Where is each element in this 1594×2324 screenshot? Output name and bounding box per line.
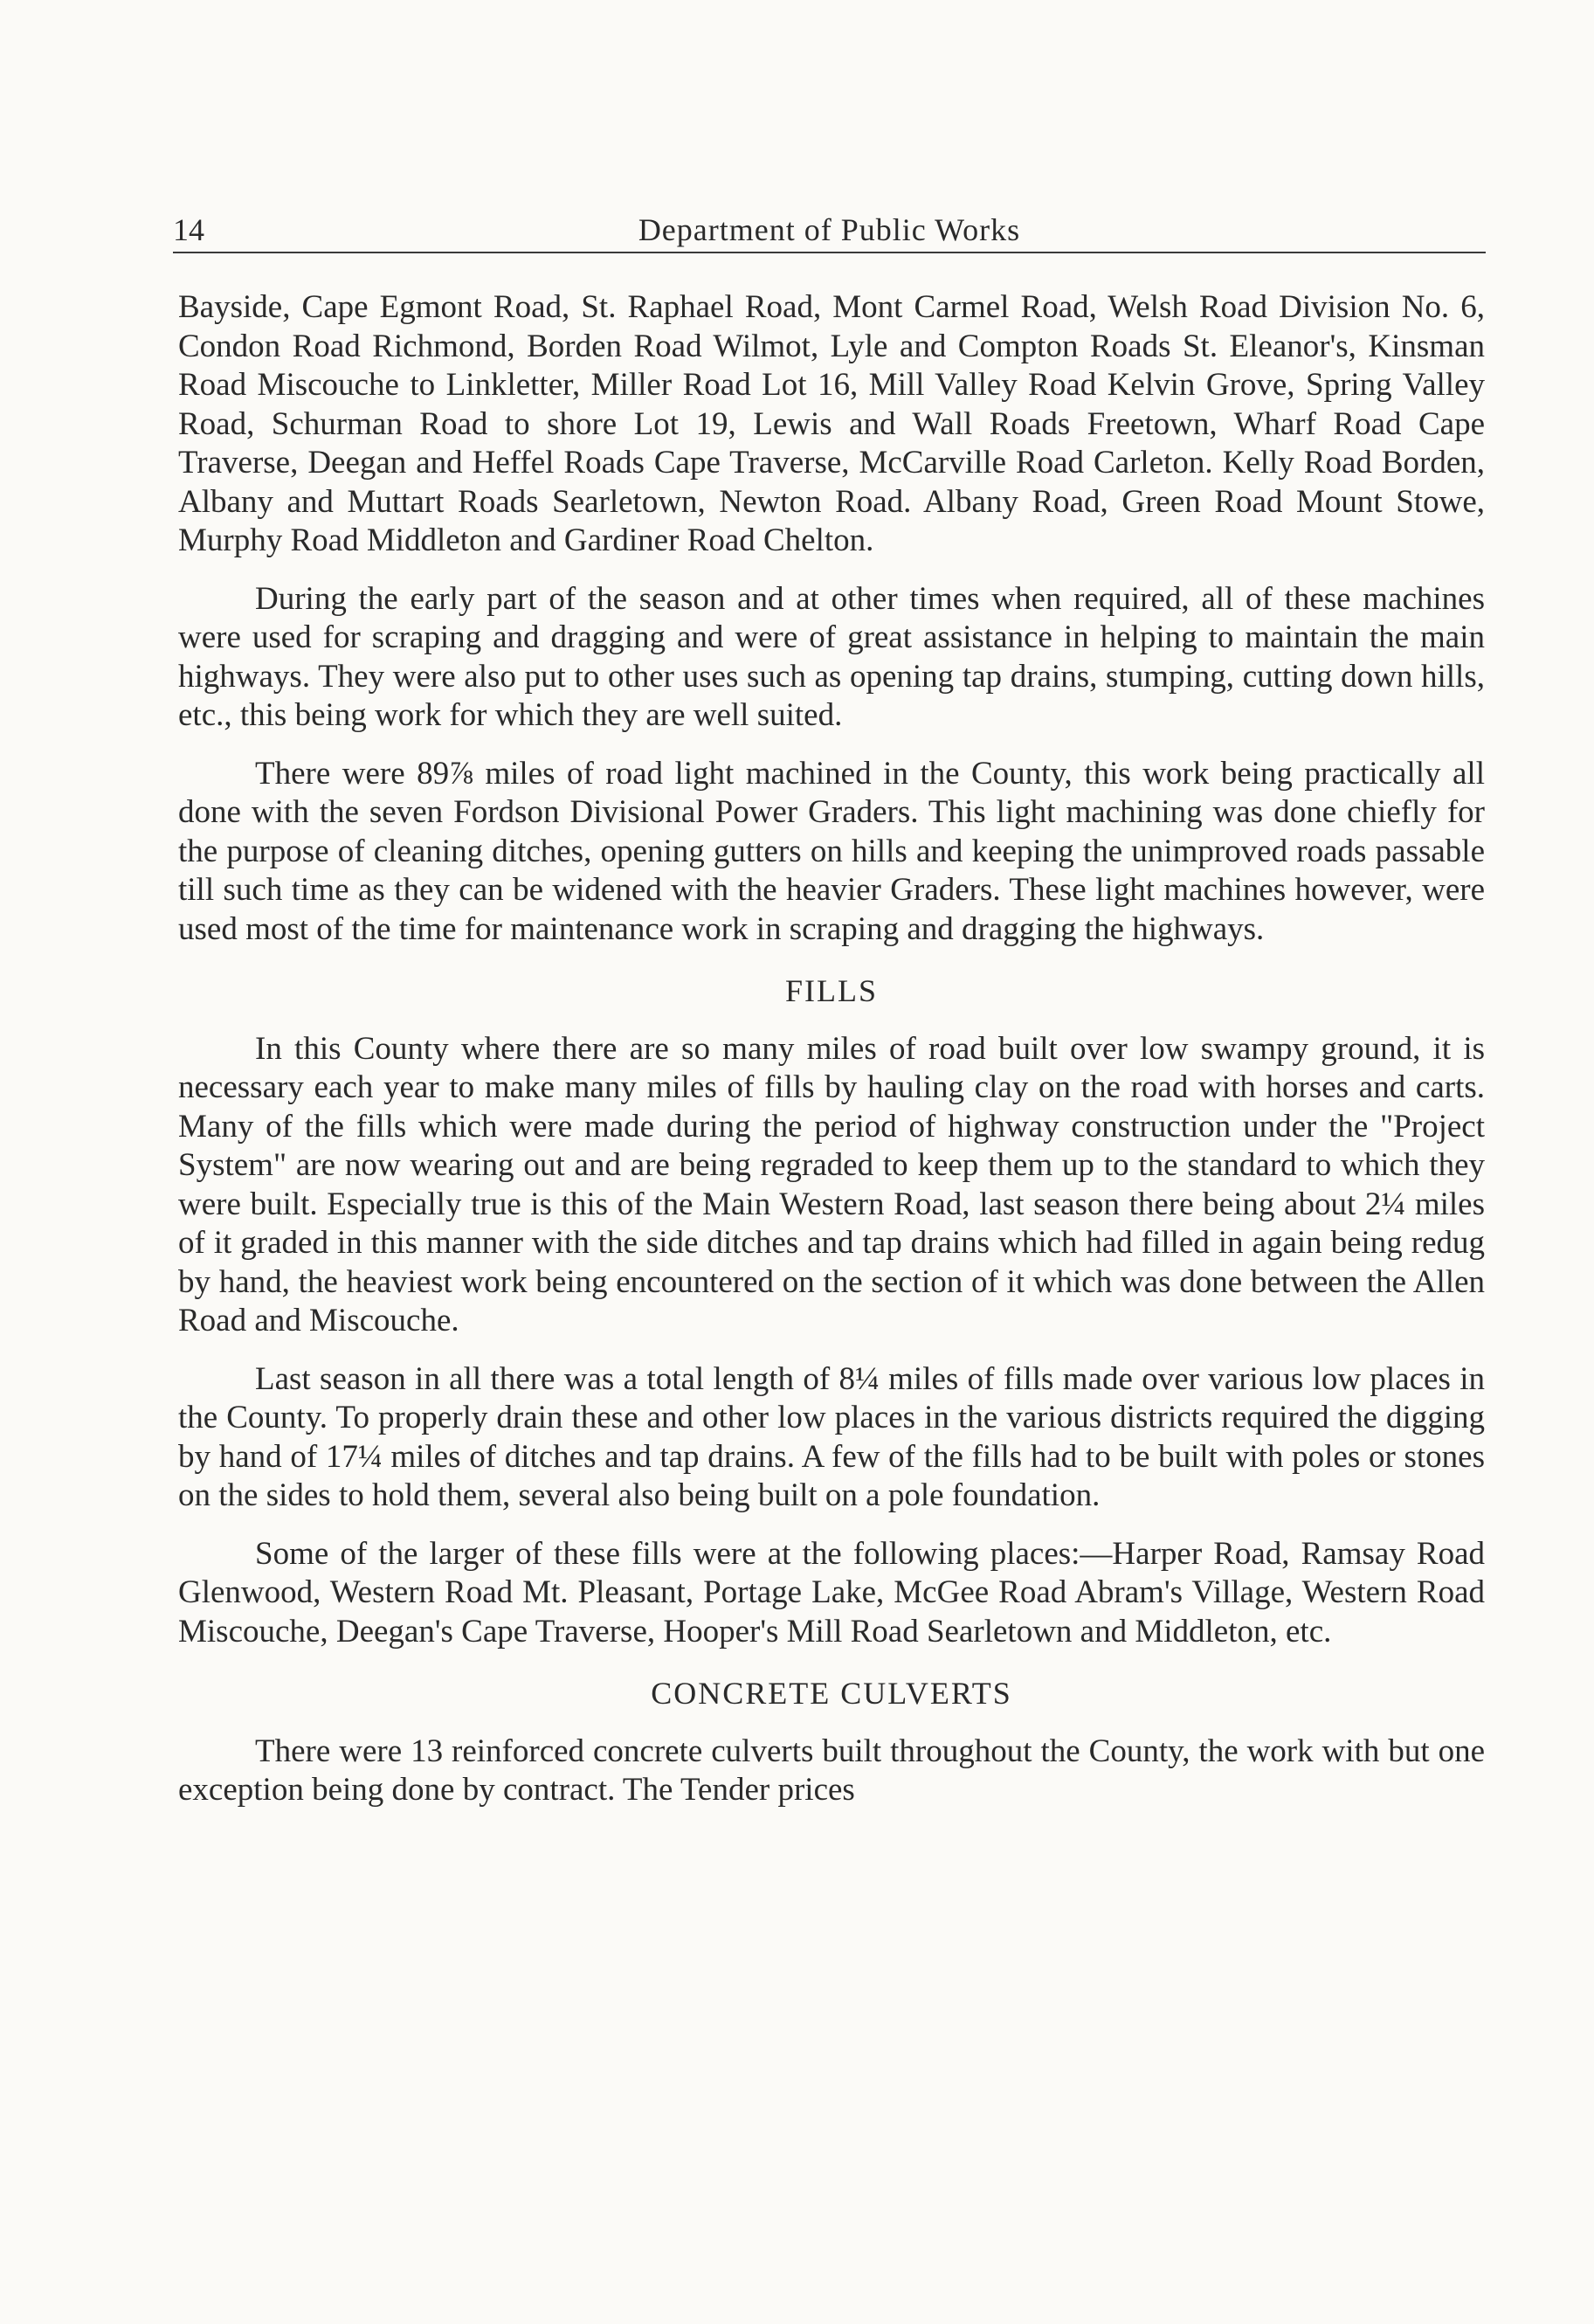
section-heading-fills: FILLS (784, 973, 878, 1008)
paragraph-light-machining: There were 89⅞ miles of road light machined in the County, this work being practically all done with the seven Fordson Divisional Power Graders. This light machining was done chiefly for the purpose of cleaning ditches, opening gutters on hills and keeping the unimproved roads passable till such time as they can be widened with the heavier Graders. These light machines however, were used most of the time for maintenance work in scraping and dragging the highways. (178, 755, 1485, 947)
paragraph-fills-intro: In this County where there are so many miles of road built over low swampy ground, it is necessary each year to make many miles of fills by hauling clay on the road with horses and carts. Many of the fills which were made during the period of highway construction under the "Project System" are now wearing out and are being regraded to keep them up to the standard to which they were built. Especially true is this of the Main Western Road, last season there being about 2¼ miles of it graded in this manner with the side ditches and tap drains which had filled in again being redug by hand, the heaviest work being encountered on the section of it which was done between the Allen Road and Miscouche. (178, 1030, 1485, 1338)
paragraph-road-list: Bayside, Cape Egmont Road, St. Raphael Road, Mont Carmel Road, Welsh Road Division No. 6, Condon Road Richmond, Borden Road Wilmot, Lyle and Compton Roads St. Eleanor's, Kinsman Road Miscouche to Linkletter, Miller Road Lot 16, Mill Valley Road Kelvin Grove, Spring Valley Road, Schurman Road to shore Lot 19, Lewis and Wall Roads Freetown, Wharf Road Cape Traverse, Deegan and Heffel Roads Cape Traverse, McCarville Road Carleton. Kelly Road Borden, Albany and Muttart Roads Searletown, Newton Road. Albany Road, Green Road Mount Stowe, Murphy Road Middleton and Gardiner Road Chelton. (178, 289, 1485, 558)
paragraph-culverts: There were 13 reinforced concrete culverts built throughout the County, the work with but one exception being done by contract. The Tender prices (178, 1733, 1485, 1808)
paragraph-fills-places: Some of the larger of these fills were at the following places:—Harper Road, Ramsay Road Glenwood, Western Road Mt. Pleasant, Portage Lake, McGee Road Abram's Village, Western Road Miscouche, Deegan's Cape Traverse, Hooper's Mill Road Searletown and Middleton, etc. (178, 1535, 1485, 1650)
running-title: Department of Public Works (638, 212, 1021, 247)
paragraph-fills-total: Last season in all there was a total length of 8¼ miles of fills made over various low places in the County. To properly drain these and other low places in the various districts required the digging by hand of 17¼ miles of ditches and tap drains. A few of the fills had to be built with poles or stones on the sides to hold them, several also being built on a pole foundation. (178, 1360, 1485, 1513)
section-heading-concrete-culverts: CONCRETE CULVERTS (651, 1676, 1012, 1711)
paragraph-machines-use: During the early part of the season and at other times when required, all of these machines were used for scraping and dragging and were of great assistance in helping to maintain the main highways. They were also put to other uses such as opening tap drains, stumping, cutting down hills, etc., this being work for which they are well suited. (178, 580, 1485, 733)
page-body (178, 288, 1485, 1829)
page-number: 14 (173, 212, 204, 247)
page-header (173, 208, 1486, 253)
